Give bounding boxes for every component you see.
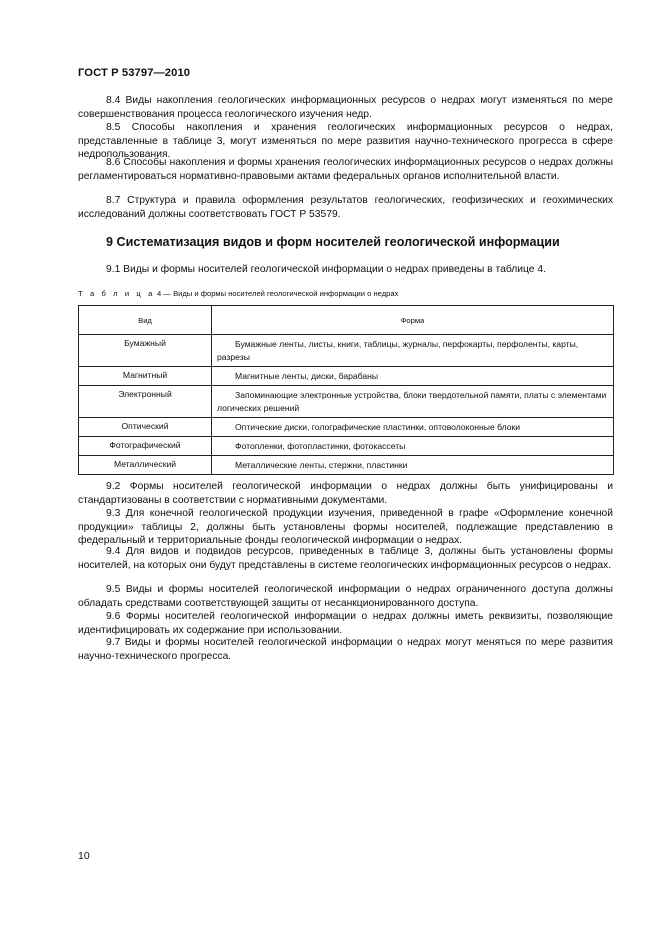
paragraph-8-5: 8.5 Способы накопления и хранения геологических информационных ресурсов о недрах, представленные в таблице 3, могут изменяться по мере развития научно-технического прогресса в сфере недропользования. [78, 122, 613, 160]
paragraph-9-2: 9.2 Формы носителей геологической информации о недрах должны быть унифицированы и стандартизованы в соответствии с нормативными документами. [78, 481, 613, 506]
table-header-kind: Вид [79, 306, 212, 335]
table-header-row [79, 306, 614, 335]
table-cell-form: Запоминающие электронные устройства, блоки твердотельной памяти, платы с элементами логических решений [212, 386, 614, 418]
paragraph-8-4: 8.4 Виды накопления геологических информационных ресурсов о недрах могут изменяться по мере совершенствования процесса геологического изучения недр. [78, 95, 613, 120]
paragraph-8-7: 8.7 Структура и правила оформления результатов геологических, геофизических и геохимических исследований должны соответствовать ГОСТ Р 53579. [78, 195, 613, 220]
table-cell-form: Металлические ленты, стержни, пластинки [212, 456, 614, 475]
paragraph-9-5: 9.5 Виды и формы носителей геологической информации о недрах ограниченного доступа должны обладать средствами соответствующей защиты от несанкционированного доступа. [78, 584, 613, 609]
table-cell-kind: Металлический [79, 456, 212, 475]
table-row [79, 367, 614, 386]
table-cell-form: Фотопленки, фотопластинки, фотокассеты [212, 437, 614, 456]
table-row [79, 437, 614, 456]
table-cell-kind: Фотографический [79, 437, 212, 456]
table-row [79, 386, 614, 418]
table-caption-prefix: Т а б л и ц а [78, 289, 155, 298]
table-cell-kind: Электронный [79, 386, 212, 418]
table-row [79, 418, 614, 437]
table-row [79, 335, 614, 367]
table-header-form: Форма [212, 306, 614, 335]
table-cell-kind: Бумажный [79, 335, 212, 367]
table-cell-kind: Оптический [79, 418, 212, 437]
table-4-caption [78, 289, 398, 298]
paragraph-9-7: 9.7 Виды и формы носителей геологической информации о недрах могут меняться по мере развития научно-технического прогресса. [78, 637, 613, 662]
table-cell-form: Магнитные ленты, диски, барабаны [212, 367, 614, 386]
table-cell-form: Бумажные ленты, листы, книги, таблицы, журналы, перфокарты, перфоленты, карты, разрезы [212, 335, 614, 367]
paragraph-9-3: 9.3 Для конечной геологической продукции изучения, приведенной в графе «Оформление конечной продукции» таблицы 2, должны быть установлены формы носителей, подлежащие представлению в федеральный и территориальные фонды геологической информации о недрах. [78, 508, 613, 546]
section-9-title: 9 Систематизация видов и форм носителей геологической информации [106, 235, 560, 249]
table-4 [78, 305, 614, 475]
table-caption-text: 4 — Виды и формы носителей геологической информации о недрах [154, 289, 399, 298]
paragraph-8-6: 8.6 Способы накопления и формы хранения геологических информационных ресурсов о недрах должны регламентироваться нормативно-правовыми актами федеральных органов исполнительной власти. [78, 157, 613, 182]
paragraph-9-6: 9.6 Формы носителей геологической информации о недрах должны иметь реквизиты, позволяющие идентифицировать их содержание при использовании. [78, 611, 613, 636]
page-number: 10 [78, 850, 90, 862]
document-code-header: ГОСТ Р 53797—2010 [78, 67, 191, 79]
table-row [79, 456, 614, 475]
table-cell-kind: Магнитный [79, 367, 212, 386]
paragraph-9-1: 9.1 Виды и формы носителей геологической информации о недрах приведены в таблице 4. [106, 264, 546, 275]
paragraph-9-4: 9.4 Для видов и подвидов ресурсов, приведенных в таблице 3, должны быть установлены формы носителей, на которых они будут представлены в системе геологических информационных ресурсов о недрах. [78, 546, 613, 571]
table-cell-form: Оптические диски, голографические пластинки, оптоволоконные блоки [212, 418, 614, 437]
